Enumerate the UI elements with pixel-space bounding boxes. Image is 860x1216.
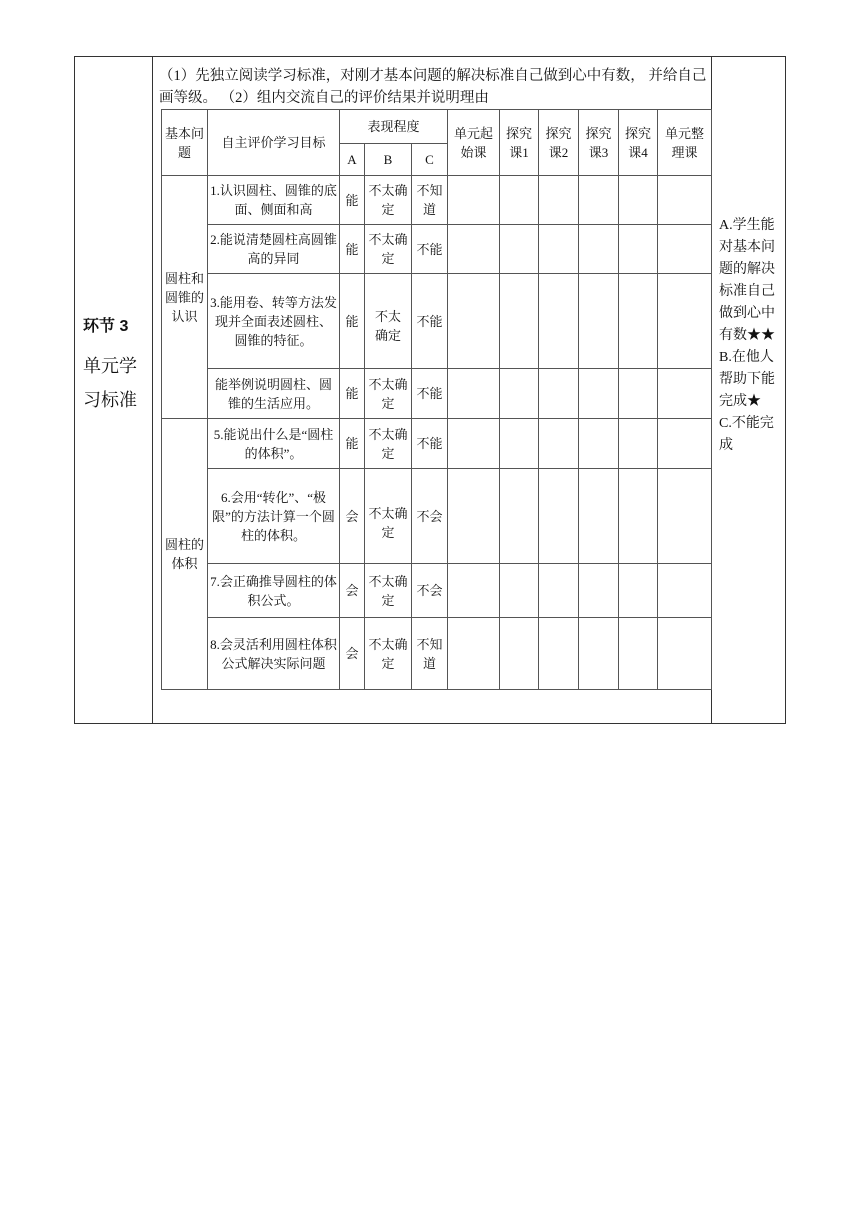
header-lesson5: 探究课4 [619, 110, 658, 176]
header-objective: 自主评价学习目标 [208, 110, 340, 176]
level-a-cell: 会 [340, 469, 365, 564]
group-cell: 圆柱和圆锥的认识 [162, 176, 208, 419]
lesson-cell[interactable] [500, 564, 539, 618]
instruction-text: （1）先独立阅读学习标准，对刚才基本问题的解决标准自己做到心中有数， 并给自己画等级。 （2）组内交流自己的评价结果并说明理由 [159, 68, 707, 106]
divider [152, 57, 153, 723]
table-row [162, 564, 712, 618]
lesson-cell[interactable] [619, 369, 658, 419]
objective-cell: 能举例说明圆柱、圆锥的生活应用。 [208, 369, 340, 419]
level-b-cell: 不太确定 [365, 469, 412, 564]
level-c-cell: 不能 [412, 274, 448, 369]
lesson-cell[interactable] [658, 274, 712, 369]
lesson-cell[interactable] [658, 369, 712, 419]
table-row [162, 419, 712, 469]
objective-cell: 7.会正确推导圆柱的体积公式。 [208, 564, 340, 618]
lesson-cell[interactable] [539, 274, 579, 369]
lesson-cell[interactable] [619, 274, 658, 369]
lesson-cell[interactable] [539, 564, 579, 618]
lesson-cell[interactable] [539, 618, 579, 690]
level-c-cell: 不会 [412, 469, 448, 564]
lesson-cell[interactable] [448, 369, 500, 419]
objective-cell: 1.认识圆柱、圆锥的底面、侧面和高 [208, 176, 340, 225]
level-b-cell: 不太确定 [365, 564, 412, 618]
section-frame [74, 56, 786, 724]
lesson-cell[interactable] [500, 176, 539, 225]
lesson-cell[interactable] [619, 419, 658, 469]
lesson-cell[interactable] [658, 419, 712, 469]
objective-cell: 8.会灵活利用圆柱体积公式解决实际问题 [208, 618, 340, 690]
level-c-cell: 不知道 [412, 176, 448, 225]
lesson-cell[interactable] [448, 274, 500, 369]
level-a-cell: 会 [340, 564, 365, 618]
lesson-cell[interactable] [500, 369, 539, 419]
objective-cell: 6.会用“转化”、“极限”的方法计算一个圆柱的体积。 [208, 469, 340, 564]
section-label [83, 312, 149, 413]
lesson-cell[interactable] [579, 419, 619, 469]
objective-cell: 3.能用卷、转等方法发现并全面表述圆柱、圆锥的特征。 [208, 274, 340, 369]
level-a-cell: 能 [340, 225, 365, 274]
level-b-cell: 不太确定 [365, 225, 412, 274]
header-col-a: A [340, 144, 365, 176]
lesson-cell[interactable] [579, 274, 619, 369]
objective-cell: 5.能说出什么是“圆柱的体积”。 [208, 419, 340, 469]
lesson-cell[interactable] [619, 176, 658, 225]
lesson-cell[interactable] [619, 469, 658, 564]
lesson-cell[interactable] [619, 564, 658, 618]
table-row [162, 225, 712, 274]
lesson-cell[interactable] [539, 419, 579, 469]
level-a-cell: 能 [340, 419, 365, 469]
level-c-cell: 不知道 [412, 618, 448, 690]
criterion-a: A.学生能对基本问题的解决标准自己做到心中有数★★ [719, 218, 775, 343]
level-b-cell: 不太确定 [365, 419, 412, 469]
level-b-cell: 不太确定 [365, 369, 412, 419]
section-label-bold: 环节 3 [83, 318, 129, 335]
grading-criteria [719, 215, 781, 457]
header-col-c: C [412, 144, 448, 176]
lesson-cell[interactable] [658, 225, 712, 274]
section-label-line1: 单元学 [83, 356, 137, 376]
header-basic-question: 基本问题 [162, 110, 208, 176]
header-lesson2: 探究课1 [500, 110, 539, 176]
lesson-cell[interactable] [448, 176, 500, 225]
lesson-cell[interactable] [658, 176, 712, 225]
level-c-cell: 不能 [412, 419, 448, 469]
objective-cell: 2.能说清楚圆柱高圆锥高的异同 [208, 225, 340, 274]
level-a-cell: 能 [340, 176, 365, 225]
group-cell: 圆柱的体积 [162, 419, 208, 690]
lesson-cell[interactable] [500, 618, 539, 690]
lesson-cell[interactable] [448, 564, 500, 618]
table-row [162, 176, 712, 225]
table-row [162, 618, 712, 690]
lesson-cell[interactable] [539, 225, 579, 274]
level-b-cell: 不太确定 [365, 618, 412, 690]
lesson-cell[interactable] [658, 618, 712, 690]
header-level: 表现程度 [340, 110, 448, 144]
header-col-b: B [365, 144, 412, 176]
lesson-cell[interactable] [579, 469, 619, 564]
level-a-cell: 会 [340, 618, 365, 690]
lesson-cell[interactable] [539, 469, 579, 564]
section-label-line2: 习标准 [83, 390, 137, 410]
lesson-cell[interactable] [619, 225, 658, 274]
lesson-cell[interactable] [448, 419, 500, 469]
lesson-cell[interactable] [500, 225, 539, 274]
lesson-cell[interactable] [500, 274, 539, 369]
table-row [162, 469, 712, 564]
criterion-c: C.不能完成 [719, 416, 774, 453]
lesson-cell[interactable] [658, 469, 712, 564]
header-lesson3: 探究课2 [539, 110, 579, 176]
level-c-cell: 不能 [412, 369, 448, 419]
table-row [162, 369, 712, 419]
level-a-cell: 能 [340, 369, 365, 419]
evaluation-table [161, 109, 712, 690]
lesson-cell[interactable] [448, 618, 500, 690]
lesson-cell[interactable] [579, 176, 619, 225]
level-b-cell: 不太确定 [365, 176, 412, 225]
header-lesson1: 单元起始课 [448, 110, 500, 176]
lesson-cell[interactable] [658, 564, 712, 618]
level-c-cell: 不能 [412, 225, 448, 274]
lesson-cell[interactable] [500, 419, 539, 469]
level-a-cell: 能 [340, 274, 365, 369]
header-lesson4: 探究课3 [579, 110, 619, 176]
table-row [162, 274, 712, 369]
lesson-cell[interactable] [579, 564, 619, 618]
lesson-cell[interactable] [539, 176, 579, 225]
lesson-cell[interactable] [448, 225, 500, 274]
lesson-cell[interactable] [579, 225, 619, 274]
level-c-cell: 不会 [412, 564, 448, 618]
lesson-cell[interactable] [579, 618, 619, 690]
lesson-cell[interactable] [579, 369, 619, 419]
criterion-b: B.在他人帮助下能完成★ [719, 350, 775, 409]
lesson-cell[interactable] [500, 469, 539, 564]
level-b-cell: 不太确定 [365, 274, 412, 369]
lesson-cell[interactable] [448, 469, 500, 564]
header-lesson6: 单元整理课 [658, 110, 712, 176]
lesson-cell[interactable] [619, 618, 658, 690]
lesson-cell[interactable] [539, 369, 579, 419]
